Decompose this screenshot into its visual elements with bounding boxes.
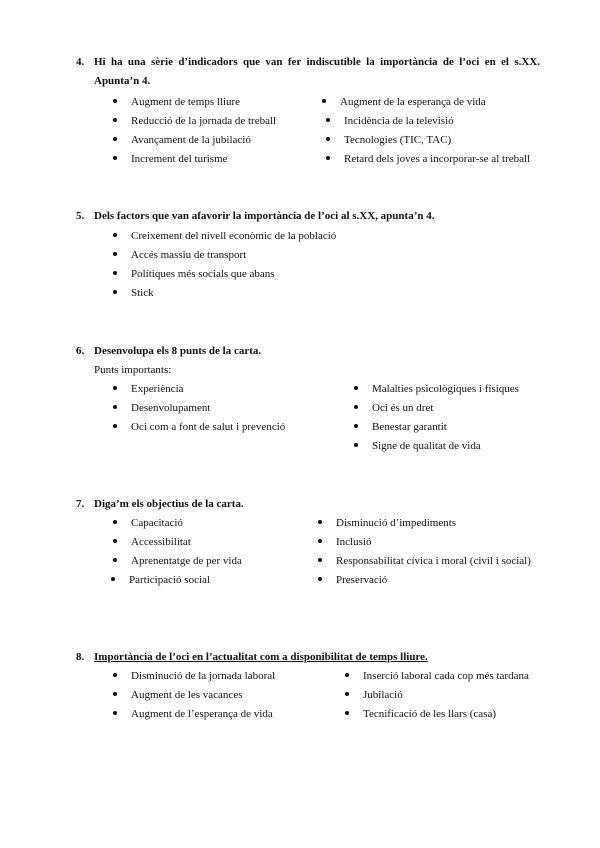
bullet-icon	[354, 424, 358, 428]
list-item: Increment del turisme	[113, 153, 228, 165]
bullet-icon	[113, 99, 117, 103]
question-number: 4.	[76, 56, 85, 68]
list-item: Preservació	[318, 574, 387, 586]
question-text: Diga’m els objectius de la carta.	[94, 498, 244, 510]
bullet-icon	[318, 539, 322, 543]
list-item: Malalties psicològiques i físiques	[354, 383, 519, 395]
bullet-icon	[345, 711, 349, 715]
list-item: Augment de les vacances	[113, 689, 242, 701]
bullet-icon	[326, 137, 330, 141]
bullet-icon	[113, 290, 117, 294]
list-item: Desenvolupament	[113, 402, 210, 414]
bullet-icon	[113, 539, 117, 543]
list-item: Responsabilitat cívica i moral (civil i social)	[318, 555, 531, 567]
list-item: Disminució de la jornada laboral	[113, 670, 275, 682]
bullet-icon	[345, 692, 349, 696]
list-item: Avançament de la jubilació	[113, 134, 251, 146]
bullet-icon	[318, 558, 322, 562]
bullet-icon	[113, 424, 117, 428]
list-item: Oci com a font de salut i prevenció	[113, 421, 285, 433]
list-item: Participació social	[111, 574, 210, 586]
bullet-icon	[113, 386, 117, 390]
list-item: Reducció de la jornada de treball	[113, 115, 276, 127]
list-item: Retard dels joves a incorporar-se al treball	[326, 153, 530, 165]
bullet-icon	[113, 558, 117, 562]
bullet-icon	[113, 405, 117, 409]
list-item: Augment de temps lliure	[113, 96, 240, 108]
bullet-icon	[113, 692, 117, 696]
list-item: Accés massiu de transport	[113, 249, 246, 261]
list-item: Oci és un dret	[354, 402, 433, 414]
bullet-icon	[354, 405, 358, 409]
list-item: Signe de qualitat de vida	[354, 440, 481, 452]
list-item: Aprenentatge de per vida	[113, 555, 242, 567]
bullet-icon	[113, 520, 117, 524]
bullet-icon	[113, 156, 117, 160]
subtitle: Punts importants:	[94, 364, 172, 376]
list-item: Experiència	[113, 383, 184, 395]
bullet-icon	[345, 673, 349, 677]
list-item: Incidència de la televisió	[326, 115, 454, 127]
question-number: 7.	[76, 498, 85, 510]
list-item: Tecnificació de les llars (casa)	[345, 708, 496, 720]
bullet-icon	[113, 233, 117, 237]
bullet-icon	[326, 156, 330, 160]
list-item: Augment de l’esperança de vida	[113, 708, 273, 720]
bullet-icon	[354, 386, 358, 390]
list-item: Jubilació	[345, 689, 403, 701]
bullet-icon	[113, 137, 117, 141]
bullet-icon	[113, 271, 117, 275]
list-item: Disminució d’impediments	[318, 517, 456, 529]
question-text: Hi ha una sèrie d’indicadors que van fer indiscutible la importància de l’oci en el s.XX. Apunta’n 4.	[94, 56, 540, 87]
list-item: Stick	[113, 287, 154, 299]
question-text: Desenvolupa els 8 punts de la carta.	[94, 345, 262, 357]
list-item: Accessibilitat	[113, 536, 191, 548]
question-text: Importància de l’oci en l’actualitat com a disponibilitat de temps lliure.	[94, 651, 428, 663]
list-item: Augment de la esperança de vida	[322, 96, 486, 108]
bullet-icon	[322, 99, 326, 103]
question-number: 6.	[76, 345, 85, 357]
list-item: Tecnologies (TIC, TAC)	[326, 134, 451, 146]
list-item: Inclusió	[318, 536, 371, 548]
bullet-icon	[318, 520, 322, 524]
bullet-icon	[111, 577, 115, 581]
bullet-icon	[113, 118, 117, 122]
bullet-icon	[354, 443, 358, 447]
list-item: Capacitació	[113, 517, 183, 529]
list-item: Creixement del nivell econòmic de la població	[113, 230, 336, 242]
bullet-icon	[318, 577, 322, 581]
list-item: Inserció laboral cada cop més tardana	[345, 670, 529, 682]
question-number: 5.	[76, 210, 85, 222]
bullet-icon	[326, 118, 330, 122]
bullet-icon	[113, 252, 117, 256]
question-number: 8.	[76, 651, 85, 663]
list-item: Polítiques més socials que abans	[113, 268, 275, 280]
bullet-icon	[113, 711, 117, 715]
list-item: Benestar garantit	[354, 421, 447, 433]
question-text: Dels factors que van afavorir la importància de l’oci al s.XX, apunta’n 4.	[94, 210, 435, 222]
bullet-icon	[113, 673, 117, 677]
